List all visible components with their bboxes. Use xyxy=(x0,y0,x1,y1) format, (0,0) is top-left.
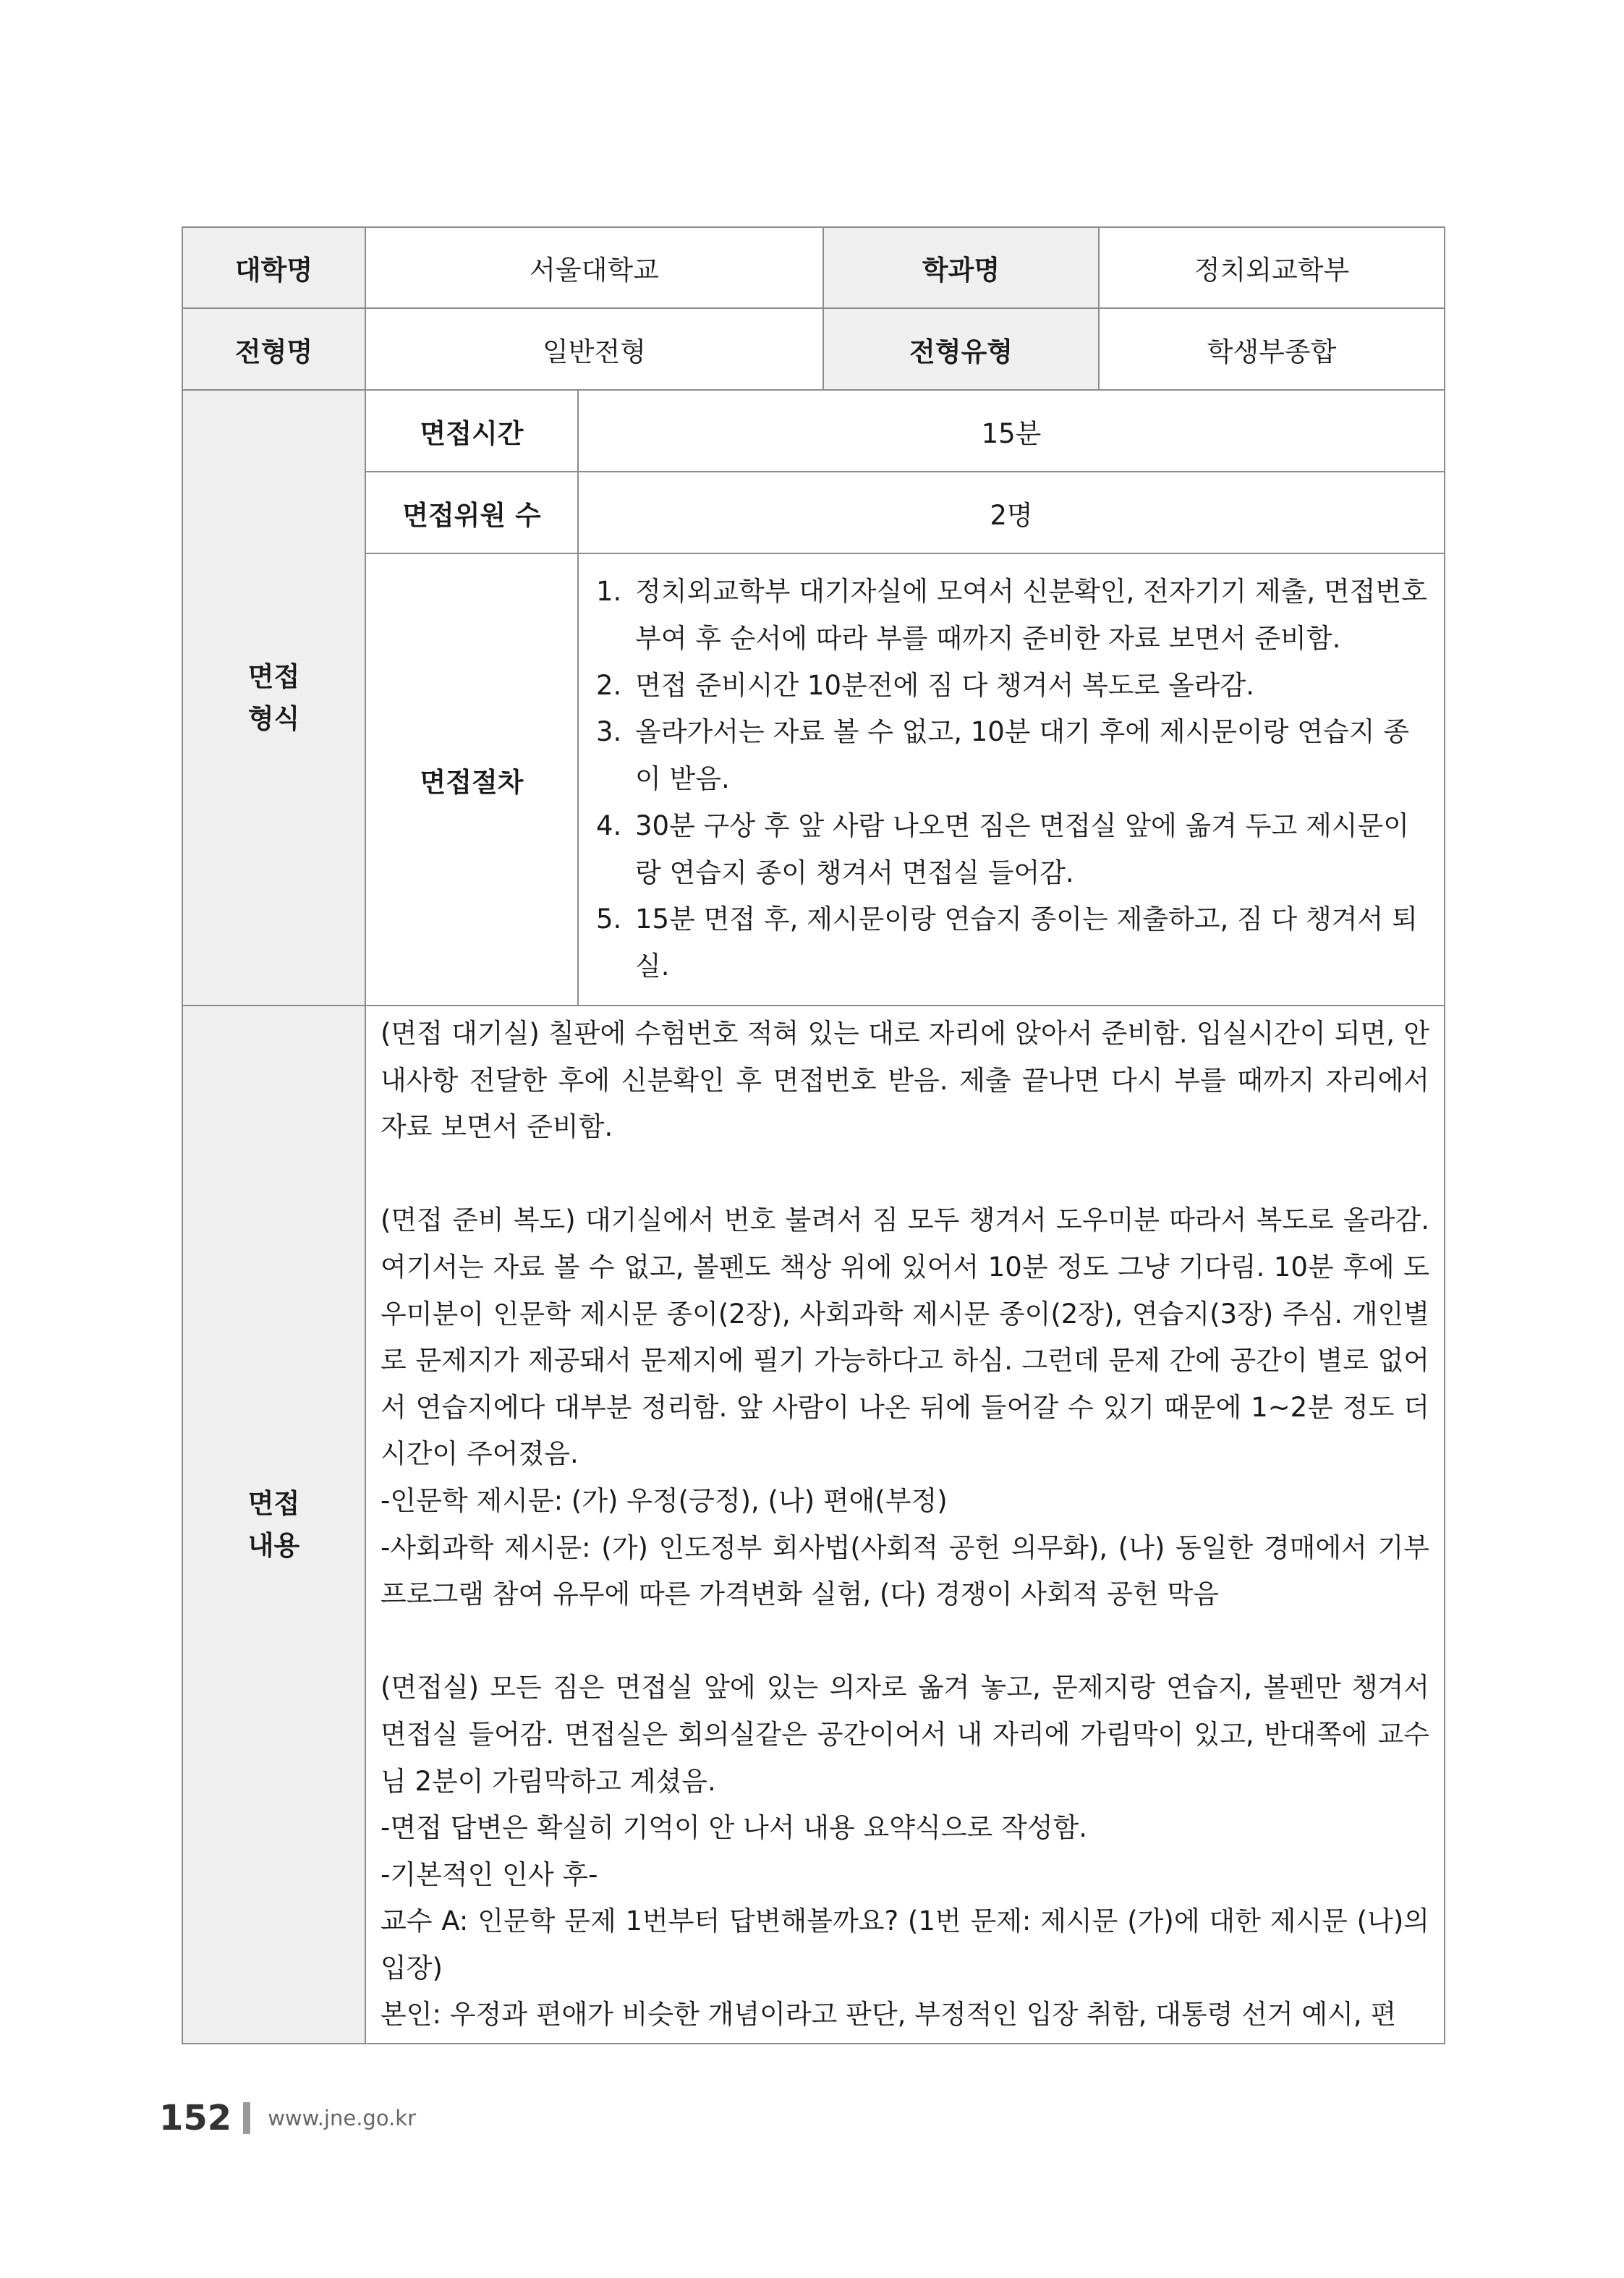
admission-value: 일반전형 xyxy=(365,308,823,390)
interview-procedure-list xyxy=(578,553,1445,1006)
section-label-line1: 면접 xyxy=(247,660,300,692)
admission-type-label: 전형유형 xyxy=(823,308,1099,390)
interview-room-paragraph: (면접실) 모든 짐은 면접실 앞에 있는 의자로 옮겨 놓고, 문제지랑 연습지, 볼펜만 챙겨서 면접실 들어감. 면접실은 회의실같은 공간이어서 내 자리에 가림막이 있고, 반대쪽에 교수님 2분이 가림막하고 계셨음. xyxy=(381,1672,1429,1797)
interviewer-count-value: 2명 xyxy=(578,472,1445,553)
procedure-step: 3. 올라가서는 자료 볼 수 없고, 10분 대기 후에 제시문이랑 연습지 종이 받음. xyxy=(596,716,1410,795)
admission-label: 전형명 xyxy=(182,308,365,390)
interview-content-text xyxy=(365,1006,1445,2044)
admission-type-value: 학생부종합 xyxy=(1099,308,1445,390)
university-label: 대학명 xyxy=(182,227,365,308)
page-number: 152 xyxy=(159,2098,232,2138)
prep-hallway-paragraph: (면접 준비 복도) 대기실에서 번호 불려서 짐 모두 챙겨서 도우미분 따라서 복도로 올라감. 여기서는 자료 볼 수 없고, 볼펜도 책상 위에 있어서 10분 정도 그냥 기다림. 10분 후에 도우미분이 인문학 제시문 종이(2장), 사회과학 제시문 종이(2장), 연습지(3장) 주심. 개인별로 문제지가 제공돼서 문제지에 필기 가능하다고 하심. 그런데 문제 간에 공간이 별로 없어서 연습지에다 대부분 정리함. 앞 사람이 나온 뒤에 들어갈 수 있기 때문에 1~2분 정도 더 시간이 주어졌음. xyxy=(381,1204,1429,1470)
section-label-line2: 형식 xyxy=(247,702,300,734)
section-label-line1: 면접 xyxy=(247,1487,300,1519)
answer-note-line: -면접 답변은 확실히 기억이 안 나서 내용 요약식으로 작성함. xyxy=(381,1812,1088,1844)
procedure-step: 2. 면접 준비시간 10분전에 짐 다 챙겨서 복도로 올라감. xyxy=(596,669,1255,701)
interview-info-table xyxy=(182,226,1445,2044)
section-label-line2: 내용 xyxy=(247,1529,300,1561)
interview-content-section xyxy=(182,1006,365,2044)
waiting-room-paragraph: (면접 대기실) 칠판에 수험번호 적혀 있는 대로 자리에 앉아서 준비함. 입실시간이 되면, 안내사항 전달한 후에 신분확인 후 면접번호 받음. 제출 끝나면 다시 부를 때까지 자리에서 자료 보면서 준비함. xyxy=(381,1018,1429,1143)
greeting-line: -기본적인 인사 후- xyxy=(381,1858,598,1890)
interview-format-section xyxy=(182,390,365,1006)
footer-url: www.jne.go.kr xyxy=(268,2106,416,2130)
professor-a-question: 교수 A: 인문학 문제 1번부터 답변해볼까요? (1번 문제: 제시문 (가)에 대한 제시문 (나)의 입장) xyxy=(381,1905,1429,1984)
interview-procedure-label: 면접절차 xyxy=(365,553,578,1006)
procedure-step: 1. 정치외교학부 대기자실에 모여서 신분확인, 전자기기 제출, 면접번호 부여 후 순서에 따라 부를 때까지 준비한 자료 보면서 준비함. xyxy=(596,575,1427,654)
student-answer: 본인: 우정과 편애가 비슷한 개념이라고 판단, 부정적인 입장 취함, 대통령 선거 예시, 편 xyxy=(381,1999,1397,2031)
humanities-prompt-line: -인문학 제시문: (가) 우정(긍정), (나) 편애(부정) xyxy=(381,1484,948,1516)
social-science-prompt-line: -사회과학 제시문: (가) 인도정부 회사법(사회적 공헌 의무화), (나) 동일한 경매에서 기부 프로그램 참여 유무에 따른 가격변화 실험, (다) 경쟁이 사회적 공헌 막음 xyxy=(381,1531,1429,1610)
interview-time-value: 15분 xyxy=(578,390,1445,472)
interview-time-label: 면접시간 xyxy=(365,390,578,472)
procedure-step: 4. 30분 구상 후 앞 사람 나오면 짐은 면접실 앞에 옮겨 두고 제시문이랑 연습지 종이 챙겨서 면접실 들어감. xyxy=(596,809,1410,888)
procedure-step: 5. 15분 면접 후, 제시문이랑 연습지 종이는 제출하고, 짐 다 챙겨서 퇴실. xyxy=(596,904,1418,982)
page-footer xyxy=(159,2098,416,2138)
university-value: 서울대학교 xyxy=(365,227,823,308)
interviewer-count-label: 면접위원 수 xyxy=(365,472,578,553)
footer-divider xyxy=(243,2102,250,2134)
department-value: 정치외교학부 xyxy=(1099,227,1445,308)
department-label: 학과명 xyxy=(823,227,1099,308)
